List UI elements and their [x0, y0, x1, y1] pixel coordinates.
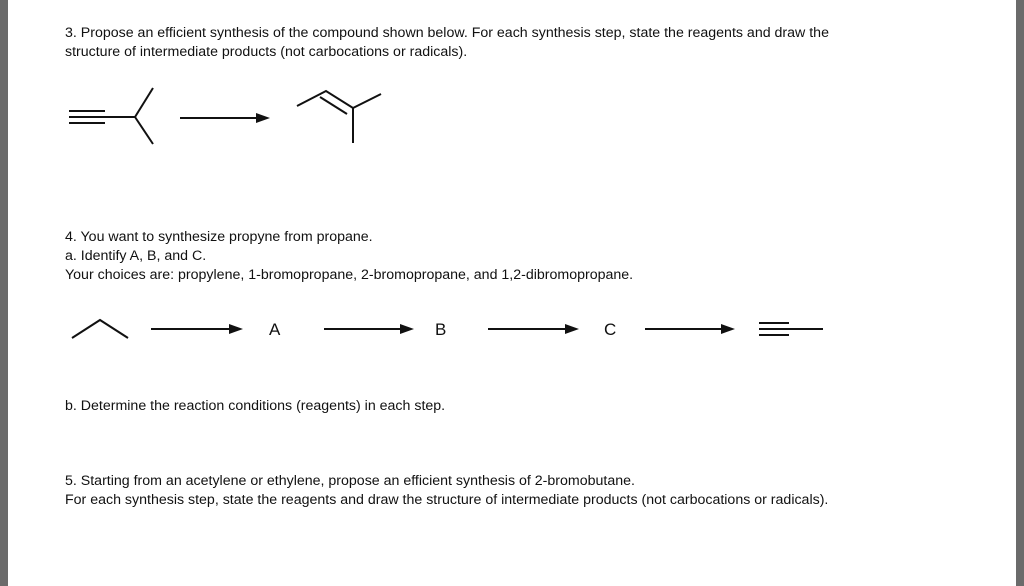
q5-text-line1: 5. Starting from an acetylene or ethylene, propose an efficient synthesis of 2-bromobutane.	[65, 473, 635, 489]
q3-text-line2: structure of intermediate products (not carbocations or radicals).	[65, 44, 468, 60]
propane-structure	[72, 320, 128, 338]
q4-arrow-4	[645, 324, 735, 334]
q4-label-b: B	[435, 320, 447, 339]
q4-text-line1: 4. You want to synthesize propyne from propane.	[65, 229, 373, 245]
q4-arrow-3	[488, 324, 579, 334]
q4-arrow-1	[151, 324, 243, 334]
q3-starting-alkyne	[69, 88, 153, 144]
q4-part-b-text: b. Determine the reaction conditions (reagents) in each step.	[65, 398, 446, 414]
q3-text-line1: 3. Propose an efficient synthesis of the compound shown below. For each synthesis step, state the reagents and draw the	[65, 25, 829, 41]
q4-text-line2: a. Identify A, B, and C.	[65, 248, 207, 264]
q4-label-c: C	[604, 320, 617, 339]
q4-label-a: A	[269, 320, 281, 339]
q3-reaction-arrow	[180, 113, 270, 123]
q3-target-alkene	[297, 91, 381, 143]
q5-text-line2: For each synthesis step, state the reagents and draw the structure of intermediate products (not carbocations or radicals).	[65, 492, 829, 508]
document-page	[8, 0, 1016, 586]
q4-text-line3: Your choices are: propylene, 1-bromopropane, 2-bromopropane, and 1,2-dibromopropane.	[65, 267, 634, 283]
propyne-structure	[759, 323, 823, 335]
q4-arrow-2	[324, 324, 414, 334]
